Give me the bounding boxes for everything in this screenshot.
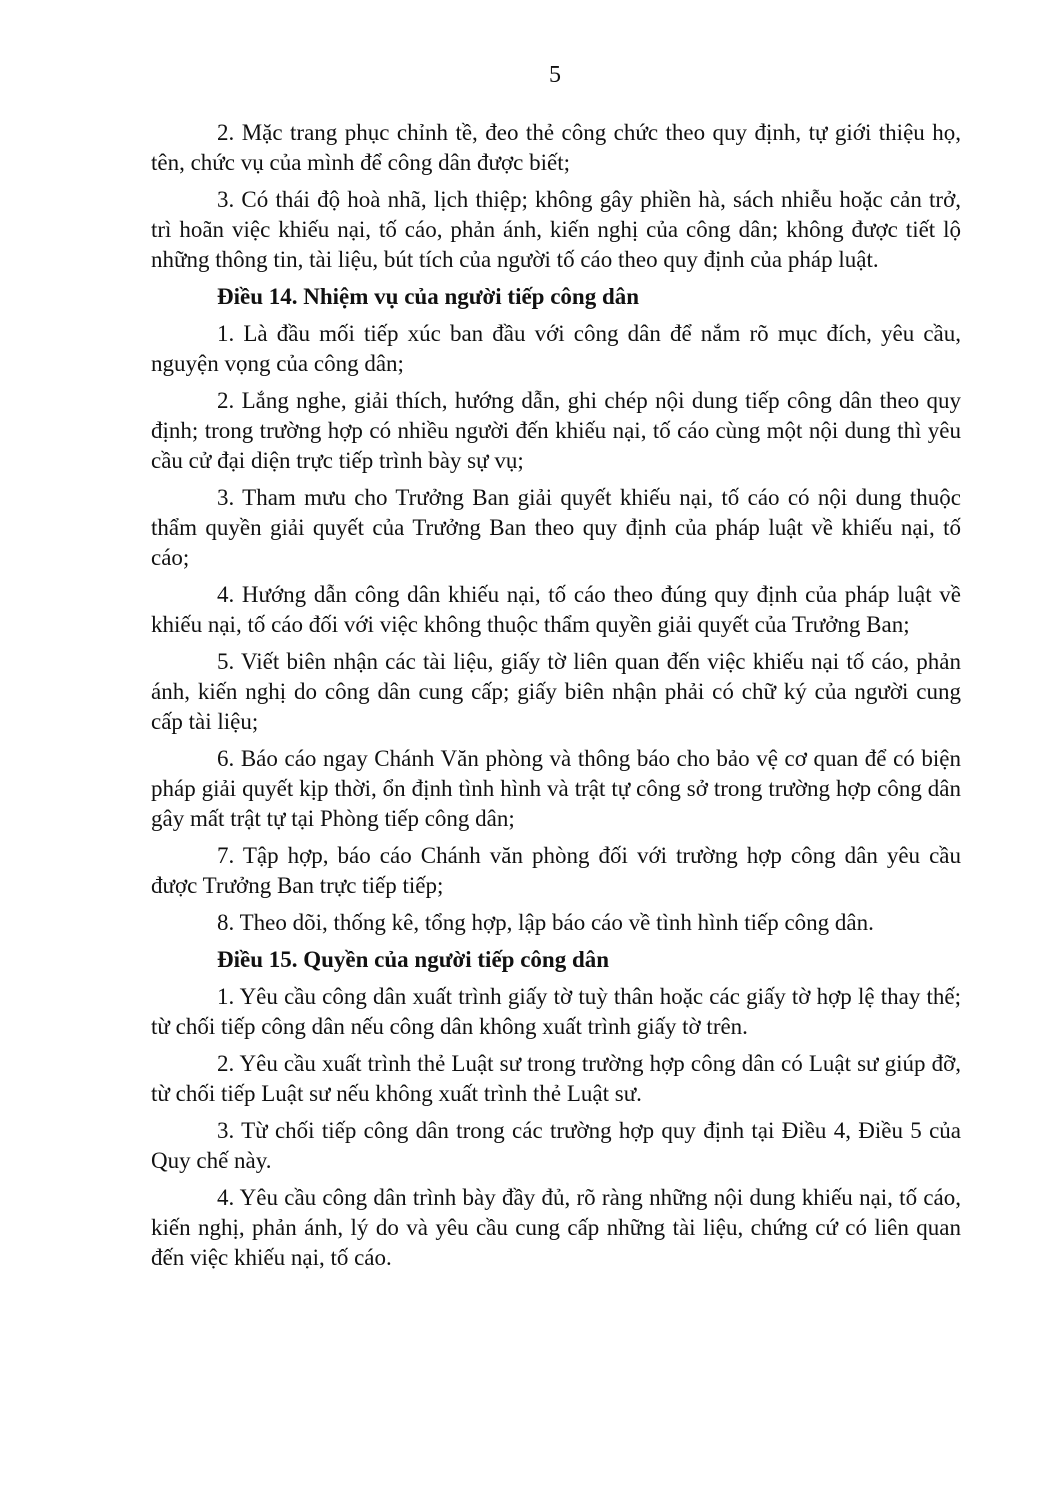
article-15-item-3: 3. Từ chối tiếp công dân trong các trường hợp quy định tại Điều 4, Điều 5 của Quy chế này.: [151, 1118, 961, 1173]
article-14-item-2: 2. Lắng nghe, giải thích, hướng dẫn, ghi chép nội dung tiếp công dân theo quy định; trong trường hợp có nhiều người đến khiếu nại, tố cáo cùng một nội dung thì yêu cầu cử đại diện trực tiếp trình bày sự vụ;: [151, 388, 961, 473]
article-14-item-7: 7. Tập hợp, báo cáo Chánh văn phòng đối với trường hợp công dân yêu cầu được Trưởng Ban trực tiếp tiếp;: [151, 843, 961, 898]
document-body: [151, 118, 961, 1280]
page-number: 5: [549, 62, 561, 88]
article-15-item-1: 1. Yêu cầu công dân xuất trình giấy tờ tuỳ thân hoặc các giấy tờ hợp lệ thay thế; từ chối tiếp công dân nếu công dân không xuất trình giấy tờ trên.: [151, 984, 961, 1039]
paragraph-3-attitude: 3. Có thái độ hoà nhã, lịch thiệp; không gây phiền hà, sách nhiễu hoặc cản trở, trì hoãn việc khiếu nại, tố cáo, phản ánh, kiến nghị của công dân; không được tiết lộ những thông tin, tài liệu, bút tích của người tố cáo theo quy định của pháp luật.: [151, 187, 961, 272]
article-14-item-4: 4. Hướng dẫn công dân khiếu nại, tố cáo theo đúng quy định của pháp luật về khiếu nại, tố cáo đối với việc không thuộc thẩm quyền giải quyết của Trưởng Ban;: [151, 582, 961, 637]
article-14-item-8: 8. Theo dõi, thống kê, tổng hợp, lập báo cáo về tình hình tiếp công dân.: [217, 910, 874, 935]
paragraph-2-dress-code: 2. Mặc trang phục chỉnh tề, đeo thẻ công chức theo quy định, tự giới thiệu họ, tên, chức vụ của mình để công dân được biết;: [151, 120, 961, 175]
article-15-item-4: 4. Yêu cầu công dân trình bày đầy đủ, rõ ràng những nội dung khiếu nại, tố cáo, kiến nghị, phản ánh, lý do và yêu cầu cung cấp những tài liệu, chứng cứ có liên quan đến việc khiếu nại, tố cáo.: [151, 1185, 961, 1270]
article-14-item-5: 5. Viết biên nhận các tài liệu, giấy tờ liên quan đến việc khiếu nại tố cáo, phản ánh, kiến nghị do công dân cung cấp; giấy biên nhận phải có chữ ký của người cung cấp tài liệu;: [151, 649, 961, 734]
article-14-heading: Điều 14. Nhiệm vụ của người tiếp công dân: [217, 284, 640, 309]
article-15-heading: Điều 15. Quyền của người tiếp công dân: [217, 947, 610, 972]
article-14-item-6: 6. Báo cáo ngay Chánh Văn phòng và thông báo cho bảo vệ cơ quan để có biện pháp giải quyết kịp thời, ổn định tình hình và trật tự công sở trong trường hợp công dân gây mất trật tự tại Phòng tiếp công dân;: [151, 746, 961, 831]
article-14-item-3: 3. Tham mưu cho Trưởng Ban giải quyết khiếu nại, tố cáo có nội dung thuộc thẩm quyền giải quyết của Trưởng Ban theo quy định của pháp luật về khiếu nại, tố cáo;: [151, 485, 961, 570]
article-15-item-2: 2. Yêu cầu xuất trình thẻ Luật sư trong trường hợp công dân có Luật sư giúp đỡ, từ chối tiếp Luật sư nếu không xuất trình thẻ Luật sư.: [151, 1051, 961, 1106]
article-14-item-1: 1. Là đầu mối tiếp xúc ban đầu với công dân để nắm rõ mục đích, yêu cầu, nguyện vọng của công dân;: [151, 321, 961, 376]
